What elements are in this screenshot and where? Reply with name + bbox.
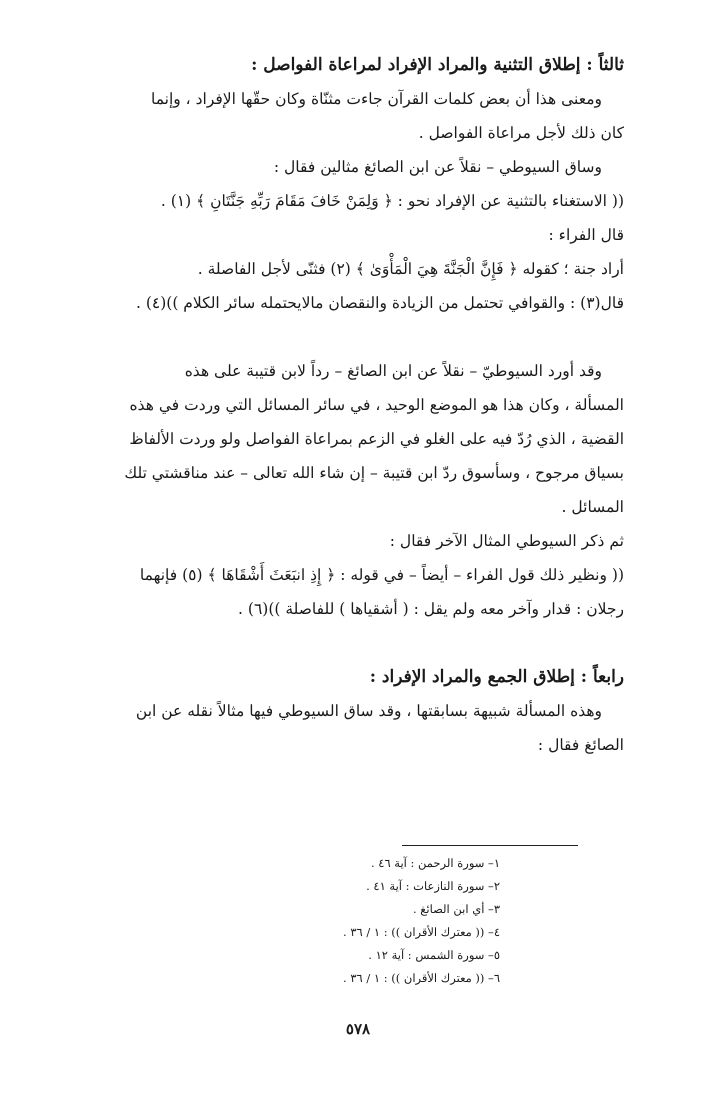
footnote-item: ٢– سورة النازعات : آية ٤١ . xyxy=(366,878,500,893)
text-line xyxy=(88,252,624,286)
text-line xyxy=(88,82,624,116)
text-line xyxy=(88,388,624,422)
line-text: ثالثاً : إطلاق التثنية والمراد الإفراد لمراعاة الفواصل : xyxy=(251,54,624,75)
line-text: أراد جنة ؛ كقوله ﴿ فَإِنَّ الْجَنَّةَ هِيَ الْمَأْوَىٰ ﴾ (٢) فثنّى لأجل الفاصلة . xyxy=(197,259,624,278)
footnote-item: ١– سورة الرحمن : آية ٤٦ . xyxy=(370,855,500,870)
text-line xyxy=(88,422,624,456)
line-text: قال(٣) : والقوافي تحتمل من الزيادة والنقصان مالايحتمله سائر الكلام ))(٤) . xyxy=(136,293,624,312)
text-line xyxy=(88,150,624,184)
text-line xyxy=(88,694,624,728)
text-line xyxy=(88,524,624,558)
line-text: ثم ذكر السيوطي المثال الآخر فقال : xyxy=(389,531,624,550)
footnotes xyxy=(343,852,500,990)
line-text: المسألة ، وكان هذا هو الموضع الوحيد ، في سائر المسائل التي وردت في هذه xyxy=(129,395,624,414)
body-text xyxy=(88,48,624,762)
footnote-item: ٤– (( معترك الأقران )) : ١ / ٣٦ . xyxy=(343,924,500,939)
footnote-separator xyxy=(402,845,578,846)
line-text: (( ونظير ذلك قول الفراء – أيضاً – في قوله : ﴿ إِذِ انبَعَثَ أَشْقَاهَا ﴾ (٥) فإنهما xyxy=(139,565,624,584)
line-text: ومعنى هذا أن بعض كلمات القرآن جاءت مثنّاة وكان حقّها الإفراد ، وإنما xyxy=(150,89,602,108)
text-line xyxy=(88,218,624,252)
line-text: رجلان : قدار وآخر معه ولم يقل : ( أشقياها ) للفاصلة ))(٦) . xyxy=(238,599,624,618)
line-text: قال الفراء : xyxy=(548,225,624,244)
line-text: (( الاستغناء بالتثنية عن الإفراد نحو : ﴿ وَلِمَنْ خَافَ مَقَامَ رَبِّهِ جَنَّتَانِ ﴾ (١) . xyxy=(160,191,624,210)
text-line xyxy=(88,184,624,218)
line-text: القضية ، الذي رُدّ فيه على الغلو في الزعم بمراعاة الفواصل ولو وردت الألفاظ xyxy=(129,429,624,448)
text-line xyxy=(88,490,624,524)
line-text: المسائل . xyxy=(561,497,624,516)
text-line xyxy=(88,558,624,592)
line-text: بسياق مرجوح ، وسأسوق ردّ ابن قتيبة – إن شاء الله تعالى – عند مناقشتي تلك xyxy=(124,463,624,482)
paragraph-gap xyxy=(88,626,624,660)
page-number: ٥٧٨ xyxy=(345,1020,371,1038)
footnote-item: ٣– أي ابن الصائغ . xyxy=(412,901,500,916)
line-text: وساق السيوطي – نقلاً عن ابن الصائغ مثالين فقال : xyxy=(273,157,602,176)
line-text: وقد أورد السيوطيّ – نقلاً عن ابن الصائغ – رداً لابن قتيبة على هذه xyxy=(184,361,602,380)
line-text: الصائغ فقال : xyxy=(537,735,624,754)
section-heading xyxy=(88,48,624,82)
text-line xyxy=(88,592,624,626)
text-line xyxy=(88,354,624,388)
text-line xyxy=(88,116,624,150)
text-line xyxy=(88,456,624,490)
line-text: رابعاً : إطلاق الجمع والمراد الإفراد : xyxy=(369,666,624,687)
section-heading xyxy=(88,660,624,694)
line-text: وهذه المسألة شبيهة بسابقتها ، وقد ساق السيوطي فيها مثالاً نقله عن ابن xyxy=(135,701,602,720)
text-line xyxy=(88,728,624,762)
footnote-item: ٦– (( معترك الأقران )) : ١ / ٣٦ . xyxy=(343,970,500,985)
line-text: كان ذلك لأجل مراعاة الفواصل . xyxy=(418,123,624,142)
paragraph-gap xyxy=(88,320,624,354)
text-line xyxy=(88,286,624,320)
footnote-item: ٥– سورة الشمس : آية ١٢ . xyxy=(368,947,500,962)
